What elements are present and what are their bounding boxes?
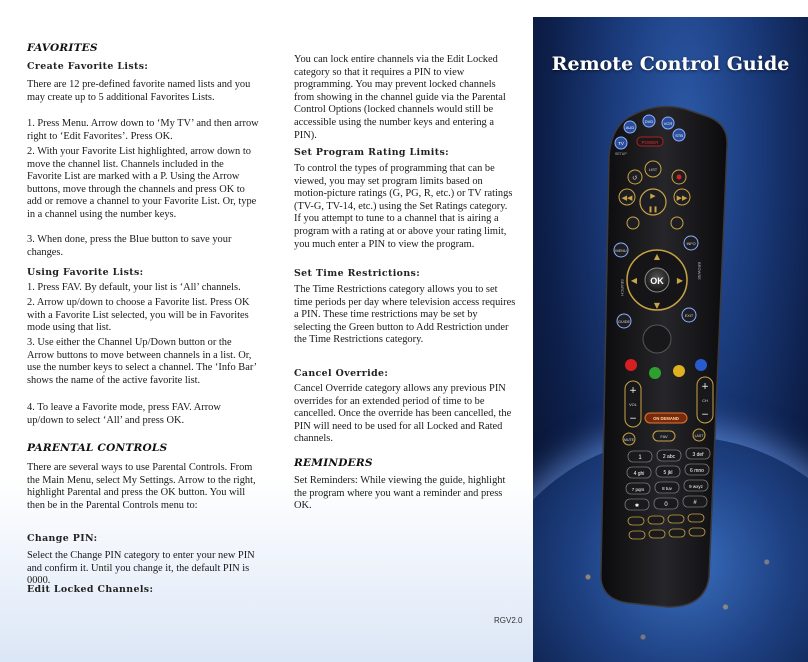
key-9-label: 9 wxyz: [689, 484, 703, 489]
info-label: INFO: [686, 242, 696, 246]
search-label: SEARCH: [620, 279, 625, 296]
using-step-2: 2. Arrow up/down to choose a Favorite list. Press OK with a Favorite List selected, you will be in Favorites mode using that list.: [27, 297, 250, 334]
ch-up-icon: +: [701, 382, 709, 392]
arrow-up-icon[interactable]: ▲: [653, 252, 661, 261]
vol-label: VOL: [628, 402, 638, 407]
aud-label: AUD: [625, 125, 635, 130]
create-favorites-heading: Create Favorite Lists:: [27, 61, 149, 72]
exit-label: EXIT: [684, 314, 694, 318]
reminders-text: Set Reminders: While viewing the guide, highlight the program where you want a reminder and press OK.: [294, 475, 506, 512]
vcr-label: VCR: [663, 121, 673, 126]
key-7-label: 7 pqrs: [631, 487, 645, 492]
browse-label: BROWSE: [697, 262, 702, 280]
bottom-button-8[interactable]: [689, 528, 705, 536]
ch-down-icon: −: [701, 410, 709, 420]
stb-label: STB: [675, 133, 683, 138]
bottom-button-1[interactable]: [628, 517, 644, 525]
play-icon: ▶: [650, 192, 656, 200]
vol-up-icon: +: [629, 386, 637, 396]
key-6-label: 6 mno: [690, 468, 704, 474]
time-restrictions-text: The Time Restrictions category allows you to set time periods per day where television access requires a PIN. These time restrictions may be set by selecting the Green button to Add Restriction under the Time Restrictions category.: [294, 284, 516, 346]
bottom-button-2[interactable]: [648, 516, 664, 524]
power-label: POWER: [641, 140, 659, 145]
panel-title: Remote Control Guide: [551, 53, 790, 75]
create-step-1: 1. Press Menu. Arrow down to ‘My TV’ and then arrow right to ‘Edit Favorites’. Press OK.: [27, 118, 259, 142]
last-label: LAST: [694, 434, 704, 438]
using-favorites-heading: Using Favorite Lists:: [27, 267, 144, 278]
edit-locked-heading: Edit Locked Channels:: [27, 584, 154, 595]
key-3-label: 3 def: [692, 452, 704, 458]
version-code: RGV2.0: [494, 616, 523, 625]
key-8-label: 8 tuv: [662, 486, 672, 491]
red-button[interactable]: [625, 359, 637, 371]
key-2-label: 2 abc: [662, 454, 676, 460]
arrow-left-icon[interactable]: ◀: [630, 276, 638, 285]
stop-button[interactable]: [627, 217, 639, 229]
key-4-label: 4 ghi: [633, 471, 645, 477]
arrow-down-icon[interactable]: ▼: [653, 301, 661, 310]
create-favorites-intro: There are 12 pre-defined favorite named lists and you may create up to 5 additional Favorites Lists.: [27, 79, 251, 103]
dvd-label: DVD: [644, 119, 654, 124]
ok-label: OK: [650, 276, 664, 286]
bottom-button-6[interactable]: [649, 530, 665, 538]
cancel-override-text: Cancel Override category allows any previous PIN overrides for an extended period of time to be cancelled. Once the override has been cancelled, the PIN will need to be used for all Locked and Rated channels.: [294, 383, 512, 445]
cover-panel: [533, 17, 808, 662]
change-pin-heading: Change PIN:: [27, 533, 98, 544]
locked-channels-text: You can lock entire channels via the Edit Locked category so that it requires a PIN to view programming. You may prevent locked channels from showing in the channel guide via the Parental Control Options (locked channels would still be accessible using the number keys and entering a PIN).: [294, 54, 506, 141]
time-restrictions-heading: Set Time Restrictions:: [294, 268, 421, 279]
pause-icon: ❚❚: [647, 206, 659, 213]
change-pin-text: Select the Change PIN category to enter your new PIN and confirm it. Until you change it, the default PIN is 0000.: [27, 550, 255, 587]
menu-label: MENU: [615, 249, 627, 253]
rewind-icon: ↺: [632, 174, 638, 182]
fav-label: FAV: [660, 434, 668, 439]
using-step-3: 3. Use either the Channel Up/Down button or the Arrow buttons to move between channels in a list. Or, use the number keys to select a channel. The ‘Info Bar’ shows the name of the active favorite list.: [27, 337, 257, 386]
guide-label: GUIDE: [617, 320, 631, 324]
reminders-heading: REMINDERS: [294, 457, 373, 469]
key-0-label: 0: [664, 502, 668, 508]
green-button[interactable]: [649, 367, 661, 379]
key-star-label: ✱: [634, 503, 640, 509]
rating-limits-text: To control the types of programming that can be viewed, you may set program limits based on motion-picture ratings (G, PG, R, etc.) or TV ratings (TV-G, TV-14, etc.) using the Set Ratings category. If you attempt to tune to a channel that is airing a program with a rating at or above your rating limit, you much enter a PIN to view the program.: [294, 163, 513, 250]
page-rocker[interactable]: [643, 325, 671, 353]
create-step-3: 3. When done, press the Blue button to save your changes.: [27, 234, 232, 258]
bottom-button-4[interactable]: [688, 514, 704, 522]
mute-label: MUTE: [624, 438, 634, 442]
yellow-button[interactable]: [673, 365, 685, 377]
record-icon: [677, 175, 682, 180]
parental-intro: There are several ways to use Parental Controls. From the Main Menu, select My Settings. Arrow to the right, highlight Parental and press the OK button. You will then be in the Parental Controls menu to:: [27, 462, 256, 511]
key-hash-label: #: [693, 500, 697, 506]
list-label: LIST: [648, 167, 658, 172]
key-5-label: 5 jkl: [663, 470, 673, 476]
bottom-button-5[interactable]: [629, 531, 645, 539]
ff-icon: ▶▶: [676, 194, 688, 202]
rating-limits-heading: Set Program Rating Limits:: [294, 147, 450, 158]
skip-button[interactable]: [671, 217, 683, 229]
create-step-2: 2. With your Favorite List highlighted, arrow down to move the channel list. Channels included in the Favorite List are marked with a P. Using the Arrow buttons, move through the channels and press OK to add or remove a channel to your Favorite List. Or, type in a channel using the number keys.: [27, 146, 257, 220]
cancel-override-heading: Cancel Override:: [294, 368, 389, 379]
using-step-4: 4. To leave a Favorite mode, press FAV. Arrow up/down to select ‘All’ and press OK.: [27, 402, 221, 426]
key-1-label: 1: [638, 455, 642, 461]
remote-control-illustration: [533, 17, 808, 662]
blue-button[interactable]: [695, 359, 707, 371]
parental-controls-heading: PARENTAL CONTROLS: [27, 442, 168, 454]
on-demand-label: ON DEMAND: [653, 416, 679, 421]
favorites-heading: FAVORITES: [27, 42, 98, 54]
bottom-button-7[interactable]: [669, 529, 685, 537]
setup-label: SETUP: [615, 152, 627, 156]
vol-down-icon: −: [629, 414, 637, 424]
ch-label: CH: [702, 398, 708, 403]
rew-icon: ◀◀: [621, 194, 633, 202]
arrow-right-icon[interactable]: ▶: [676, 276, 684, 285]
using-step-1: 1. Press FAV. By default, your list is ‘All’ channels.: [27, 282, 241, 293]
bottom-button-3[interactable]: [668, 515, 684, 523]
tv-label: TV: [618, 141, 624, 146]
